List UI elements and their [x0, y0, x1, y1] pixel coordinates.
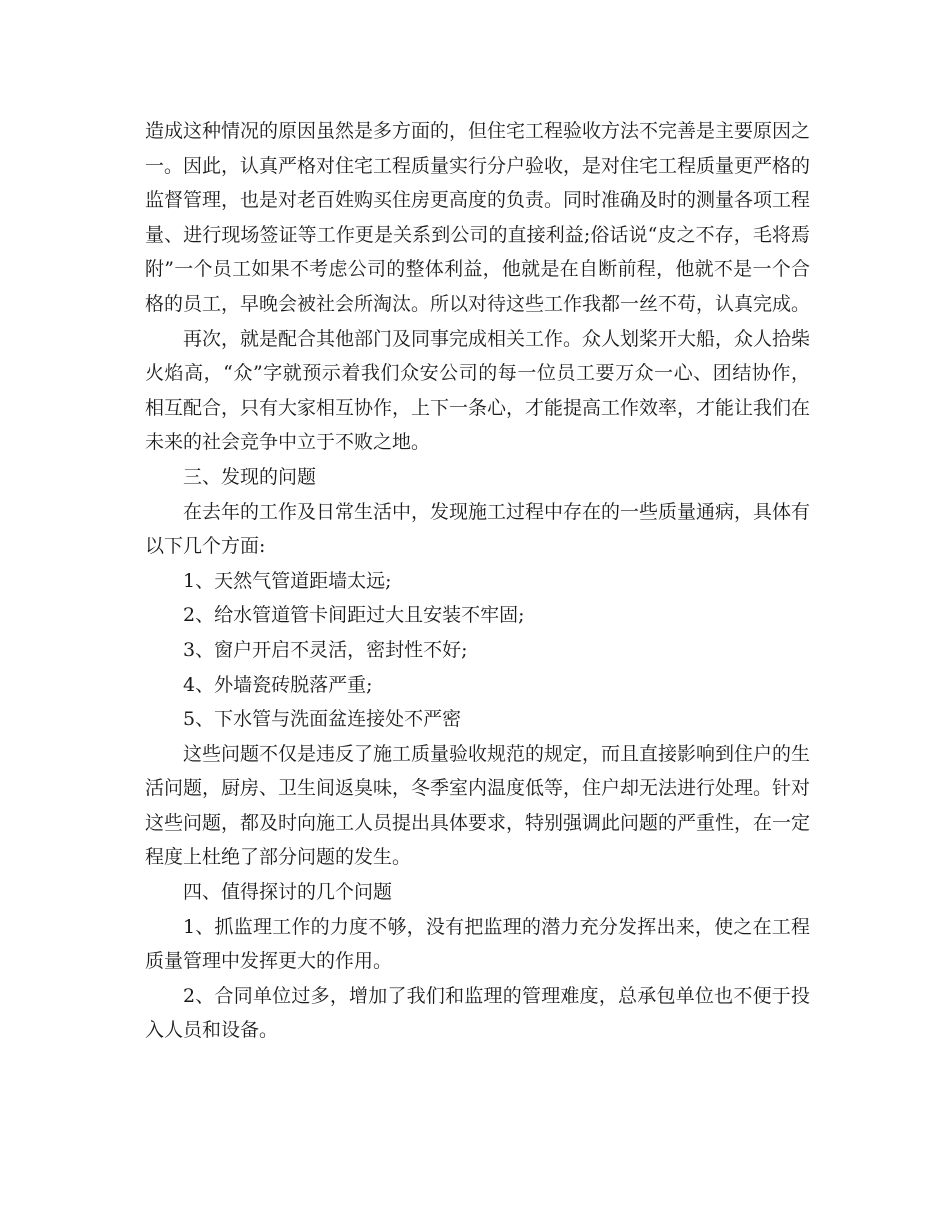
section-heading-problems: 三、发现的问题 — [183, 465, 317, 488]
list-item-problem-2: 2、给水管道管卡间距过大且安装不牢固; — [183, 604, 525, 627]
paragraph-cooperation: 再次，就是配合其他部门及同事完成相关工作。众人划桨开大船，众人拾柴火焰高，“众”字就预示着我们众安公司的每一位员工要万众一心、团结协作，相互配合，只有大家相互协作，上下一条心，才能提高工作效率，才能让我们在未来的社会竞争中立于不败之地。 — [145, 327, 811, 454]
section-heading-discussion: 四、值得探讨的几个问题 — [183, 881, 393, 904]
paragraph-causes: 造成这种情况的原因虽然是多方面的，但住宅工程验收方法不完善是主要原因之一。因此，认真严格对住宅工程质量实行分户验收，是对住宅工程质量更严格的监督管理，也是对老百姓购买住房更高度的负责。同时准确及时的测量各项工程量、进行现场签证等工作更是关系到公司的直接利益;俗话说“皮之不存，毛将焉附”一个员工如果不考虑公司的整体利益，他就是在自断前程，他就不是一个合格的员工，早晚会被社会所淘汰。所以对待这些工作我都一丝不苟，认真完成。 — [145, 120, 811, 315]
document-body — [145, 114, 810, 1048]
paragraph-problems-impact: 这些问题不仅是违反了施工质量验收规范的规定，而且直接影响到住户的生活问题，厨房、卫生间返臭味，冬季室内温度低等，住户却无法进行处理。针对这些问题，都及时向施工人员提出具体要求，特别强调此问题的严重性，在一定程度上杜绝了部分问题的发生。 — [145, 742, 811, 869]
list-item-problem-1: 1、天然气管道距墙太远; — [183, 569, 392, 592]
list-item-discussion-1: 1、抓监理工作的力度不够，没有把监理的潜力充分发挥出来，使之在工程质量管理中发挥更大的作用。 — [145, 915, 810, 973]
list-item-problem-5: 5、下水管与洗面盆连接处不严密 — [183, 708, 462, 731]
list-item-discussion-2: 2、合同单位过多，增加了我们和监理的管理难度，总承包单位也不便于投入人员和设备。 — [145, 984, 810, 1042]
list-item-problem-4: 4、外墙瓷砖脱落严重; — [183, 673, 373, 696]
list-item-problem-3: 3、窗户开启不灵活，密封性不好; — [183, 638, 468, 661]
paragraph-problems-intro: 在去年的工作及日常生活中，发现施工过程中存在的一些质量通病，具体有以下几个方面: — [145, 500, 811, 558]
